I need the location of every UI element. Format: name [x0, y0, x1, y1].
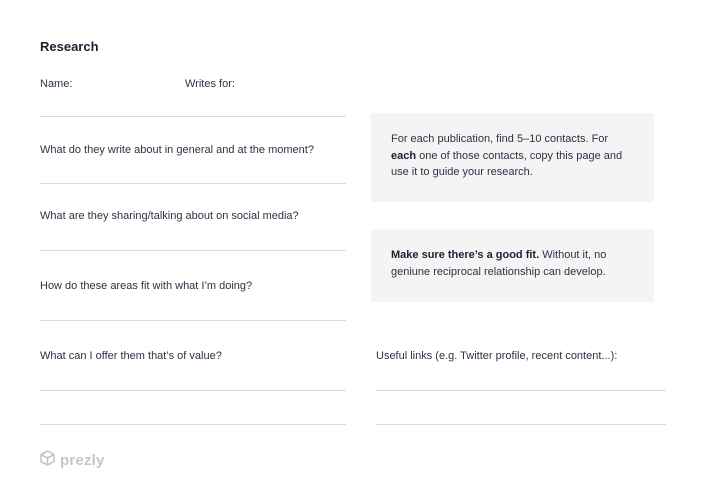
- prezly-logo-text: prezly: [60, 452, 105, 469]
- useful-links-label: Useful links (e.g. Twitter profile, recent content...):: [376, 350, 618, 362]
- useful-links-line-1[interactable]: [376, 390, 666, 391]
- callout-contacts: [371, 113, 654, 202]
- name-label: Name:: [40, 78, 73, 90]
- question-fit: How do these areas fit with what I’m doing?: [40, 280, 253, 292]
- callout-good-fit: [371, 229, 654, 302]
- writes-for-label: Writes for:: [185, 78, 235, 90]
- page-title: Research: [40, 39, 99, 54]
- question-social-media: What are they sharing/talking about on social media?: [40, 210, 299, 222]
- answer-line-social-media[interactable]: [40, 250, 346, 251]
- prezly-cube-icon: [40, 450, 55, 471]
- useful-links-line-2[interactable]: [376, 424, 666, 425]
- name-answer-line[interactable]: [40, 116, 346, 117]
- callout-contacts-text-before: For each publication, find 5–10 contacts. For: [391, 133, 609, 145]
- answer-line-value-offer[interactable]: [40, 390, 346, 391]
- prezly-logo: [40, 450, 105, 471]
- callout-contacts-bold: each: [391, 149, 417, 162]
- answer-line-general-topics[interactable]: [40, 183, 346, 184]
- question-general-topics: What do they write about in general and at the moment?: [40, 144, 314, 156]
- question-value-offer: What can I offer them that’s of value?: [40, 350, 222, 362]
- callout-good-fit-text: Without it, no geniune reciprocal relationship can develop.: [391, 249, 607, 278]
- callout-contacts-text-after: one of those contacts, copy this page and use it to guide your research.: [391, 149, 623, 178]
- answer-line-fit[interactable]: [40, 320, 346, 321]
- callout-good-fit-bold: Make sure there’s a good fit.: [391, 249, 540, 261]
- answer-line-value-offer-2[interactable]: [40, 424, 346, 425]
